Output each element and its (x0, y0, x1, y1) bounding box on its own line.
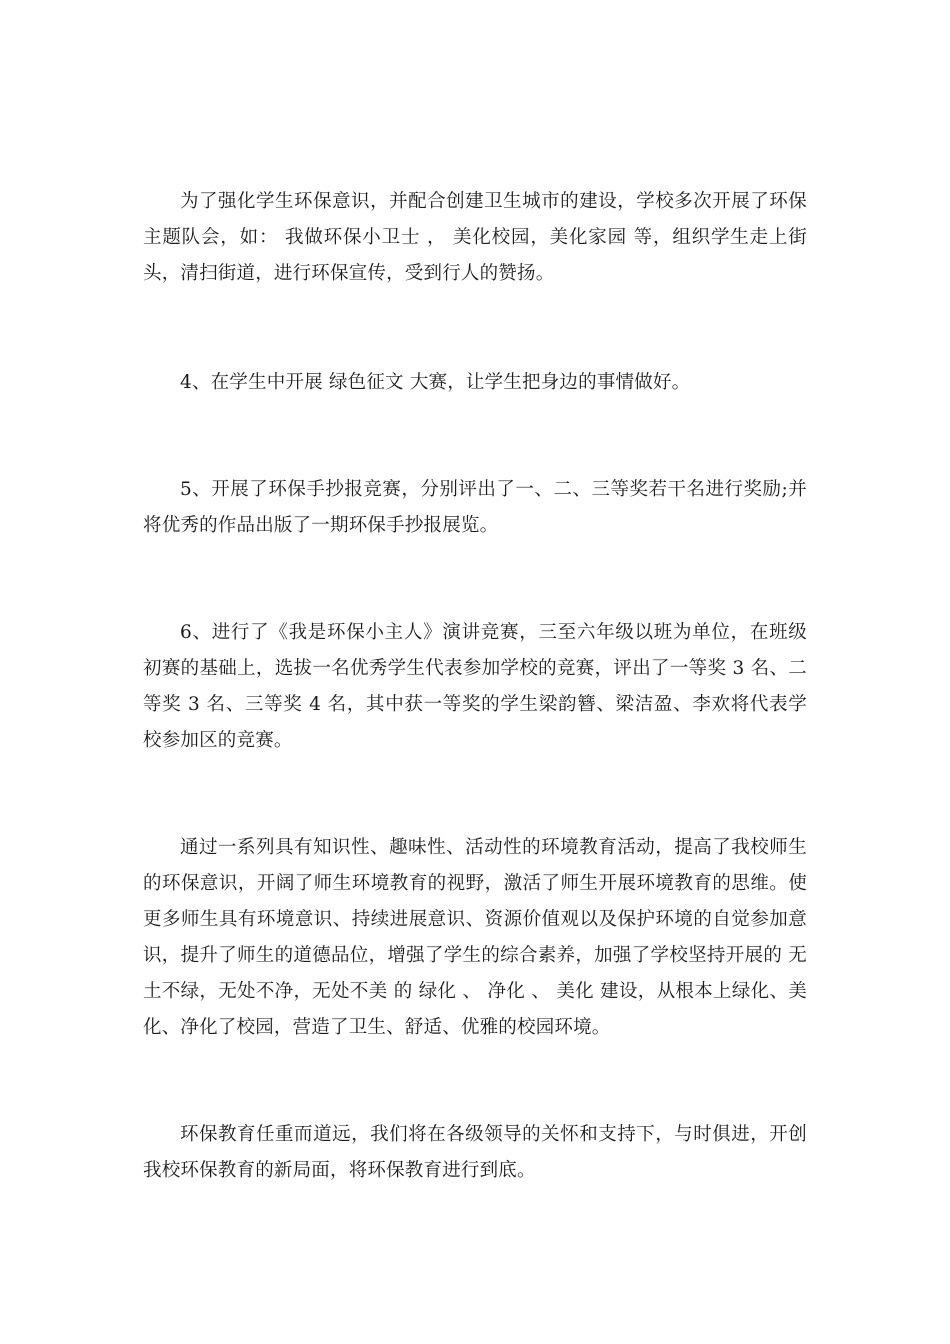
paragraph-results-summary: 通过一系列具有知识性、趣味性、活动性的环境教育活动，提高了我校师生的环保意识，开阔了师生环境教育的视野，激活了师生开展环境教育的思维。使更多师生具有环境意识、持续进展意识、资源价值观以及保护环境的自觉参加意识，提升了师生的道德品位，增强了学生的综合素养，加强了学校坚持开展的 无土不绿，无处不净，无处不美 的 绿化 、 净化 、 美化 建设，从根本上绿化、美化、净化了校园，营造了卫生、舒适、优雅的校园环境。 (143, 837, 807, 1038)
paragraph-conclusion: 环保教育任重而道远，我们将在各级领导的关怀和支持下，与时俱进，开创我校环保教育的新局面，将环保教育进行到底。 (143, 1124, 807, 1181)
paragraph-item-5-handwritten-newspaper: 5、开展了环保手抄报竞赛，分别评出了一、二、三等奖若干名进行奖励;并将优秀的作品出版了一期环保手抄报展览。 (143, 479, 807, 536)
paragraph-theme-meetings: 为了强化学生环保意识，并配合创建卫生城市的建设，学校多次开展了环保主题队会，如： 我做环保小卫士 ， 美化校园，美化家园 等，组织学生走上街头，清扫街道，进行环保宣传，受到行人的赞扬。 (143, 191, 807, 284)
paragraph-item-6-speech-contest: 6、进行了《我是环保小主人》演讲竞赛，三至六年级以班为单位，在班级初赛的基础上，选拔一名优秀学生代表参加学校的竞赛，评出了一等奖 3 名、二等奖 3 名、三等奖 4 名，其中获一等奖的学生梁韵簪、梁洁盈、李欢将代表学校参加区的竞赛。 (143, 622, 807, 751)
paragraph-item-4-green-essay: 4、在学生中开展 绿色征文 大赛，让学生把身边的事情做好。 (180, 372, 691, 393)
